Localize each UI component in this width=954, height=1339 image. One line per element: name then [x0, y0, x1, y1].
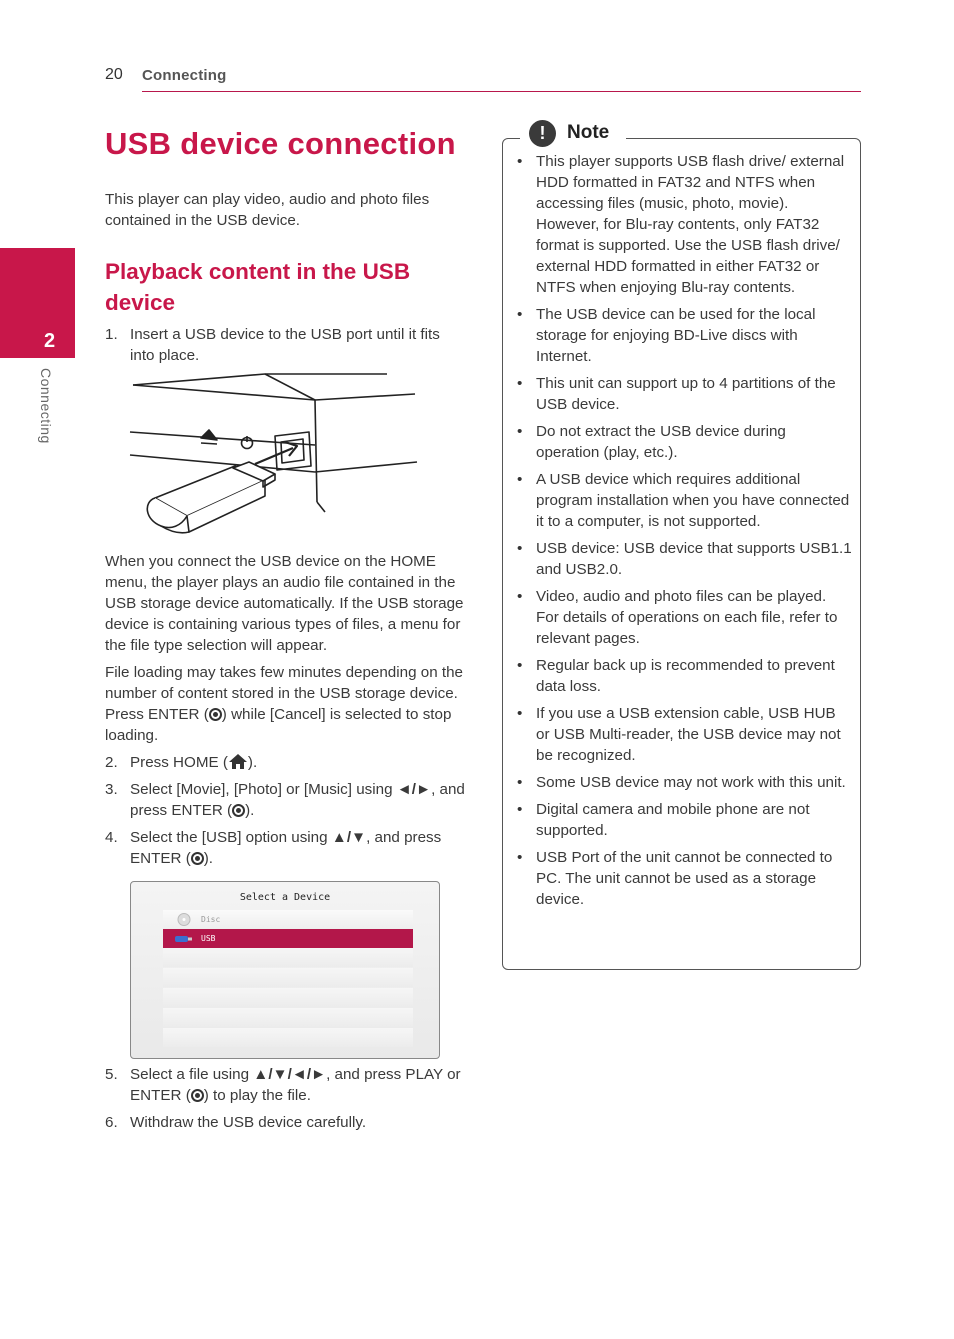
direction-arrows-icon: ▲/▼/◄/► [253, 1066, 327, 1083]
note-item: • USB device: USB device that supports USB1.1 and USB2.0. [517, 538, 853, 580]
exclamation-icon: ! [529, 120, 556, 147]
note-list [517, 151, 853, 916]
step-number: 5. [105, 1066, 118, 1083]
page-title: USB device connection [105, 126, 456, 161]
step-text: Press HOME ( ). [130, 754, 258, 771]
note-item: • USB Port of the unit cannot be connected to PC. The unit cannot be used as a storage device. [517, 847, 853, 910]
step-text: Select a file using ▲/▼/◄/►, and press PLAY or ENTER ( ) to play the file. [130, 1066, 461, 1104]
enter-icon [191, 852, 204, 865]
loading-text-post: ) while [Cancel] is selected to stop loading. [105, 706, 452, 744]
header-divider [142, 91, 861, 92]
empty-row [163, 948, 413, 967]
empty-row [163, 988, 413, 1007]
step-number: 2. [105, 754, 118, 771]
step-number: 3. [105, 781, 118, 798]
step-text: Select the [USB] option using ▲/▼, and press ENTER ( ). [130, 829, 442, 867]
usb-icon [175, 935, 193, 943]
enter-icon [209, 708, 222, 721]
home-menu-paragraph: When you connect the USB device on the HOME menu, the player plays an audio file contained in the USB storage device automatically. If the USB storage device is containing various types of files, a menu for the file type selection will appear. [105, 553, 464, 654]
step-number: 1. [105, 326, 118, 343]
empty-row [163, 968, 413, 987]
disc-icon [177, 913, 191, 926]
chapter-label-text: Connecting [38, 368, 54, 444]
device-label: USB [201, 934, 216, 943]
note-item: • Some USB device may not work with this unit. [517, 772, 853, 793]
device-item-usb[interactable] [163, 929, 413, 948]
section-title: Connecting [142, 67, 227, 84]
section-subtitle: Playback content in the USB device [105, 259, 411, 315]
device-item-disc[interactable] [163, 910, 413, 929]
enter-icon [232, 804, 245, 817]
step-number: 6. [105, 1114, 118, 1131]
loading-text-pre: File loading may takes few minutes depending on the number of content stored in the USB storage device. Press ENTER ( [105, 664, 463, 723]
step-text: Select [Movie], [Photo] or [Music] using ◄/►, and press ENTER ( ). [130, 781, 465, 819]
empty-row [163, 1008, 413, 1027]
note-item: • This player supports USB flash drive/ external HDD formatted in FAT32 and NTFS when accessing files (music, photo, movie). However, for Blu-ray contents, only FAT32 format is supported. Use the USB flash drive/ external HDD formatted in either FAT32 or NTFS when enjoying Blu-ray contents. [517, 151, 853, 298]
chapter-label [38, 368, 64, 468]
note-item: • A USB device which requires additional program installation when you have connected it to a computer, is not supported. [517, 469, 853, 532]
empty-row [163, 1028, 413, 1047]
step-number: 4. [105, 829, 118, 846]
device-label: Disc [201, 915, 221, 924]
loading-paragraph [105, 662, 465, 746]
select-device-screen [130, 881, 440, 1059]
chapter-number: 2 [44, 330, 56, 352]
left-right-arrows-icon: ◄/► [396, 781, 432, 798]
note-item: • If you use a USB extension cable, USB HUB or USB Multi-reader, the USB device may not be recognized. [517, 703, 853, 766]
note-title: Note [567, 122, 610, 143]
step-text: Insert a USB device to the USB port until it fits into place. [130, 326, 440, 364]
home-icon [228, 753, 248, 770]
chapter-tab [0, 248, 75, 358]
usb-insertion-illustration [125, 370, 425, 540]
note-item: • Digital camera and mobile phone are not supported. [517, 799, 853, 841]
up-down-arrows-icon: ▲/▼ [331, 829, 367, 846]
intro-paragraph: This player can play video, audio and photo files contained in the USB device. [105, 191, 430, 229]
page-number: 20 [105, 66, 123, 83]
note-item: • Regular back up is recommended to prevent data loss. [517, 655, 853, 697]
note-item: • Do not extract the USB device during operation (play, etc.). [517, 421, 853, 463]
screen-title: Select a Device [239, 892, 331, 903]
note-item: • This unit can support up to 4 partitions of the USB device. [517, 373, 853, 415]
enter-icon [191, 1089, 204, 1102]
note-item: • Video, audio and photo files can be played. For details of operations on each file, refer to relevant pages. [517, 586, 853, 649]
note-item: • The USB device can be used for the local storage for enjoying BD-Live discs with Internet. [517, 304, 853, 367]
step-text: Withdraw the USB device carefully. [130, 1114, 367, 1131]
